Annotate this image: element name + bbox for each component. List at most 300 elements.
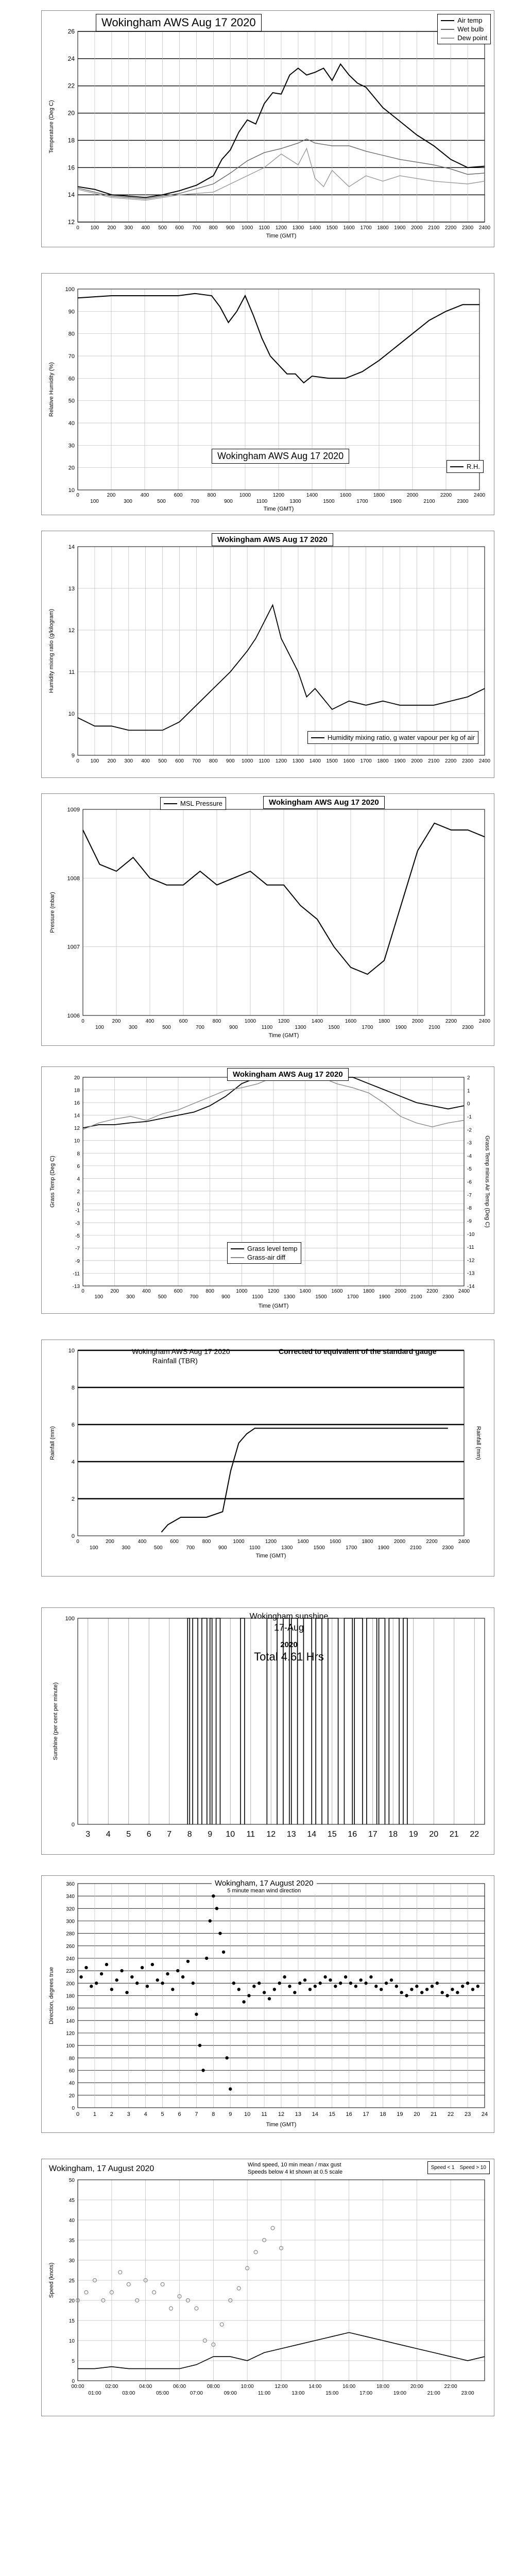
wdir-ytick-label: 180 [66, 1993, 75, 1999]
wspd-ytick-label: 5 [72, 2359, 75, 2364]
rain-ytick-label: 10 [68, 1348, 75, 1354]
wdir-xtick-label: 0 [76, 2111, 80, 2117]
pressure-xtick-label: 400 [145, 1019, 154, 1024]
sun-xtick-label: 3 [85, 1830, 91, 1839]
grass-xtick-label: 700 [190, 1294, 199, 1300]
wdir-ytick-label: 20 [68, 2093, 75, 2099]
sun-xtick-label: 18 [388, 1830, 398, 1839]
pressure-ytick-label: 1009 [67, 807, 80, 813]
sun-xtick-label: 5 [126, 1830, 131, 1839]
sunshine-title-block [212, 1612, 366, 1664]
legend-dew-point: Dew point [457, 34, 487, 42]
wspd-ytick-label: 15 [68, 2318, 75, 2324]
pressure-xtick-label: 1200 [278, 1019, 290, 1024]
wind-direction-chart-subtitle: 5 minute mean wind direction [227, 1888, 301, 1894]
grass-ylabel-right: Grass Temp minus Air Temp (Deg C) [484, 1136, 490, 1228]
temp-xtick-label: 2400 [478, 225, 491, 231]
temp-ylabel: Temperature (Deg C) [48, 100, 55, 154]
wdir-ytick-label: 100 [66, 2043, 75, 2049]
wdir-ytick-label: 220 [66, 1969, 75, 1975]
grass-xtick-label: 1600 [331, 1289, 343, 1294]
grass-xtick-label: 1300 [283, 1294, 295, 1300]
wind-direction-point [268, 1997, 271, 2000]
wdir-xtick-label: 3 [127, 2111, 130, 2117]
wdir-ytick-label: 140 [66, 2018, 75, 2024]
wind-direction-point [380, 1988, 383, 1991]
pressure-xtick-label: 1000 [244, 1019, 256, 1024]
wind-direction-point [390, 1978, 393, 1981]
pressure-xtick-label: 2300 [462, 1025, 474, 1030]
wdir-ytick-label: 60 [68, 2068, 75, 2074]
wdir-ytick-label: 40 [68, 2080, 75, 2087]
mixing-xtick-label: 2200 [445, 758, 457, 764]
wind-direction-point [198, 2044, 201, 2047]
wind-direction-point [476, 1985, 479, 1988]
sun-ylabel: Sunshine (per cent per minute) [53, 1682, 59, 1760]
wspd-xtick-label: 13:00 [291, 2391, 305, 2396]
wind-direction-point [466, 1981, 469, 1985]
wind-direction-point [218, 1931, 221, 1935]
temp-xtick-label: 1100 [259, 225, 270, 231]
wdir-xlabel: Time (GMT) [266, 2122, 297, 2128]
grass-xtick-label: 100 [94, 1294, 104, 1300]
grass-xtick-label: 500 [158, 1294, 167, 1300]
rain-series-line [162, 1428, 448, 1532]
wind-direction-point [146, 1985, 149, 1988]
grass-ytick-label: 20 [74, 1075, 80, 1081]
grass-ytick-right-label: -7 [467, 1192, 472, 1198]
grass-xtick-label: 2400 [458, 1289, 470, 1294]
rain-xtick-label: 2200 [426, 1539, 438, 1545]
wind-direction-point [84, 1966, 88, 1969]
grass-ytick-right-label: -4 [467, 1153, 472, 1159]
wind-direction-point [288, 1985, 291, 1988]
wind-gust-point [195, 2307, 198, 2310]
wind-direction-point [166, 1972, 169, 1975]
grass-ytick-right-label: -2 [467, 1127, 472, 1133]
wind-speed-chart-subtitle2: Speeds below 4 kt shown at 0.5 scale [248, 2169, 343, 2175]
legend-speed-low: Speed < 1 [431, 2165, 455, 2171]
mixing-xtick-label: 1500 [326, 758, 338, 764]
wdir-ylabel: Direction, degrees true [48, 1967, 55, 2025]
temp-ytick-label: 12 [67, 218, 75, 226]
wspd-xtick-label: 06:00 [173, 2384, 186, 2389]
grass-xtick-label: 2100 [410, 1294, 422, 1300]
wind-direction-point [323, 1975, 327, 1978]
rain-ytick-label: 8 [71, 1385, 75, 1391]
rainfall-chart-panel [41, 1340, 494, 1577]
wspd-xtick-label: 02:00 [105, 2384, 118, 2389]
wind-direction-point [79, 1975, 82, 1978]
pressure-xtick-label: 800 [212, 1019, 221, 1024]
rain-xtick-label: 1000 [233, 1539, 245, 1545]
grass-ytick-right-label: -5 [467, 1166, 472, 1173]
sun-xtick-label: 12 [266, 1830, 276, 1839]
pressure-xtick-label: 1700 [362, 1025, 373, 1030]
rain-ylabel-right: Rainfall (mm) [475, 1426, 482, 1460]
plot-frame [78, 1350, 464, 1536]
sun-xtick-label: 20 [429, 1830, 439, 1839]
sun-xtick-label: 14 [307, 1830, 317, 1839]
temp-xtick-label: 100 [90, 225, 99, 231]
wind-direction-point [298, 1981, 301, 1985]
sunshine-chart-title: Wokingham sunshine [249, 1612, 329, 1621]
wspd-xtick-label: 22:00 [444, 2384, 457, 2389]
pressure-ylabel: Pressure (mbar) [49, 892, 56, 933]
wspd-ytick-label: 0 [72, 2379, 75, 2384]
wind-direction-point [339, 1981, 342, 1985]
grass-ytick-label: 6 [77, 1163, 80, 1170]
rh-xtick-label: 800 [207, 493, 216, 498]
mixing-xtick-label: 200 [107, 758, 116, 764]
pressure-ytick-label: 1008 [67, 875, 80, 882]
wind-direction-point [293, 1991, 296, 1994]
rain-xtick-label: 600 [170, 1539, 179, 1545]
temp-ytick-label: 20 [67, 109, 75, 117]
wind-direction-point [400, 1991, 403, 1994]
grass-xtick-label: 2200 [426, 1289, 438, 1294]
wind-direction-point [181, 1975, 184, 1978]
grass-xtick-label: 300 [126, 1294, 135, 1300]
pressure-xtick-label: 700 [196, 1025, 204, 1030]
mixing-ratio-chart-title: Wokingham AWS Aug 17 2020 [212, 533, 333, 546]
rh-xtick-label: 1400 [306, 493, 318, 498]
grass-ytick-right-label: -13 [467, 1270, 475, 1277]
mixing-xtick-label: 900 [226, 758, 235, 764]
wspd-ytick-label: 20 [68, 2298, 75, 2304]
wspd-xtick-label: 15:00 [325, 2391, 339, 2396]
sun-xtick-label: 11 [246, 1830, 255, 1839]
sun-ytick-label: 100 [65, 1616, 75, 1622]
rh-ytick-label: 20 [68, 465, 75, 471]
wdir-xtick-label: 10 [244, 2111, 251, 2117]
temp-ytick-label: 18 [67, 137, 75, 144]
wind-gust-point [161, 2282, 164, 2286]
sun-xtick-label: 19 [408, 1830, 418, 1839]
wind-gust-point [237, 2286, 241, 2290]
wind-direction-point [283, 1975, 286, 1978]
mixing-xtick-label: 1400 [309, 758, 321, 764]
wind-direction-point [195, 2013, 198, 2016]
temp-xtick-label: 1200 [275, 225, 287, 231]
rh-xtick-label: 300 [124, 499, 132, 504]
rainfall-chart-subtitle: Rainfall (TBR) [152, 1357, 198, 1365]
mixing-xtick-label: 1600 [343, 758, 355, 764]
mixing-xtick-label: 2400 [478, 758, 491, 764]
rain-xtick-label: 1500 [313, 1545, 325, 1551]
grass-ytick-right-label: -12 [467, 1258, 475, 1264]
rh-ytick-label: 40 [68, 420, 75, 427]
rainfall-correction-note: Corrected to equivalent of the standard gauge [279, 1347, 437, 1355]
grass-ytick-label: 10 [74, 1138, 80, 1144]
rain-xtick-label: 900 [218, 1545, 227, 1551]
grass-ytick-label: -3 [75, 1221, 80, 1227]
temp-xtick-label: 2200 [445, 225, 457, 231]
wind-direction-point [105, 1963, 108, 1966]
grass-xtick-label: 1200 [267, 1289, 280, 1294]
wdir-ytick-label: 340 [66, 1894, 75, 1900]
sun-xtick-label: 8 [187, 1830, 192, 1839]
mixing-ytick-label: 12 [68, 628, 75, 634]
wind-direction-point [215, 1907, 218, 1910]
wind-direction-point [171, 1988, 174, 1991]
grass-ytick-label: -7 [75, 1246, 80, 1252]
rain-xtick-label: 700 [186, 1545, 195, 1551]
humidity-chart-title: Wokingham AWS Aug 17 2020 [212, 449, 349, 464]
legend-mixing-ratio: Humidity mixing ratio, g water vapour per kg of air [327, 734, 475, 741]
grass-xtick-label: 800 [205, 1289, 215, 1294]
grass-xtick-label: 1100 [252, 1294, 263, 1300]
mixing-ratio-legend [307, 731, 478, 744]
pressure-chart [42, 794, 494, 1045]
rh-ytick-label: 70 [68, 353, 75, 360]
wdir-xtick-label: 19 [397, 2111, 403, 2117]
sunshine-chart-panel [41, 1607, 494, 1855]
wspd-xtick-label: 09:00 [224, 2391, 237, 2396]
wind-direction-point [205, 1957, 208, 1960]
grass-xtick-label: 0 [81, 1289, 84, 1294]
wdir-ytick-label: 200 [66, 1981, 75, 1987]
wind-direction-point [461, 1985, 464, 1988]
grass-ytick-label: 2 [77, 1189, 80, 1195]
wdir-xtick-label: 20 [414, 2111, 420, 2117]
wind-direction-point [242, 2000, 245, 2003]
mixing-xtick-label: 1200 [275, 758, 287, 764]
temp-xtick-label: 800 [209, 225, 218, 231]
wind-direction-point [156, 1978, 159, 1981]
mixing-ratio-chart-panel [41, 531, 494, 778]
pressure-xtick-label: 900 [229, 1025, 238, 1030]
temp-xtick-label: 1600 [343, 225, 355, 231]
mixing-xtick-label: 700 [192, 758, 201, 764]
wind-direction-point [415, 1985, 418, 1988]
grass-ytick-right-label: -6 [467, 1179, 472, 1185]
wspd-ytick-label: 50 [68, 2178, 75, 2183]
wspd-xtick-label: 11:00 [258, 2391, 271, 2396]
rh-xlabel: Time (GMT) [263, 506, 294, 512]
wind-direction-point [130, 1975, 133, 1978]
temp-ytick-label: 26 [67, 28, 75, 35]
wdir-xtick-label: 5 [161, 2111, 164, 2117]
wdir-xtick-label: 8 [212, 2111, 215, 2117]
temp-xtick-label: 700 [192, 225, 201, 231]
wind-direction-chart-title: Wokingham, 17 August 2020 [215, 1879, 314, 1888]
wind-direction-chart [42, 1876, 494, 2132]
wind-direction-point [120, 1969, 123, 1972]
wdir-xtick-label: 12 [278, 2111, 285, 2117]
mixing-xtick-label: 0 [76, 758, 79, 764]
wind-speed-chart [42, 2159, 494, 2416]
pressure-xtick-label: 1100 [261, 1025, 273, 1030]
grass-xtick-label: 2000 [394, 1289, 406, 1294]
pressure-xtick-label: 1400 [311, 1019, 323, 1024]
grass-xtick-label: 200 [110, 1289, 119, 1294]
sunshine-bar [202, 1618, 207, 1824]
rh-ytick-label: 90 [68, 309, 75, 315]
temp-xtick-label: 200 [107, 225, 116, 231]
grass-temp-chart [42, 1067, 494, 1313]
wspd-xtick-label: 08:00 [207, 2384, 220, 2389]
sun-xtick-label: 22 [470, 1830, 479, 1839]
temp-ytick-label: 22 [67, 82, 75, 90]
wind-direction-point [314, 1985, 317, 1988]
grass-ytick-label: 4 [77, 1176, 80, 1182]
wspd-xtick-label: 10:00 [241, 2384, 254, 2389]
grass-xtick-label: 1500 [315, 1294, 327, 1300]
wind-direction-point [349, 1981, 352, 1985]
rh-xtick-label: 600 [174, 493, 183, 498]
wspd-xtick-label: 01:00 [88, 2391, 101, 2396]
mixing-xtick-label: 1300 [292, 758, 304, 764]
wind-direction-point [385, 1981, 388, 1985]
pressure-xtick-label: 300 [129, 1025, 138, 1030]
wdir-xtick-label: 22 [448, 2111, 454, 2117]
temp-xtick-label: 1400 [309, 225, 321, 231]
wind-direction-point [278, 1981, 281, 1985]
wspd-xtick-label: 17:00 [359, 2391, 373, 2396]
wind-direction-point [273, 1988, 276, 1991]
wspd-xtick-label: 20:00 [410, 2384, 423, 2389]
wspd-ytick-label: 25 [68, 2278, 75, 2284]
wind-direction-point [451, 1988, 454, 1991]
sun-ytick-label: 0 [71, 1822, 75, 1828]
wspd-xtick-label: 05:00 [156, 2391, 169, 2396]
pressure-xtick-label: 500 [162, 1025, 171, 1030]
legend-msl-pressure: MSL Pressure [180, 800, 222, 807]
wind-speed-chart-subtitle: Wind speed, 10 min mean / max gust [248, 2162, 341, 2168]
wind-direction-point [110, 1988, 113, 1991]
sun-xtick-label: 7 [167, 1830, 172, 1839]
rh-xtick-label: 400 [140, 493, 149, 498]
wind-direction-point [222, 1951, 225, 1954]
sunshine-bar [389, 1618, 399, 1824]
wspd-xtick-label: 07:00 [190, 2391, 203, 2396]
grass-xtick-label: 1800 [363, 1289, 375, 1294]
pressure-ytick-label: 1007 [67, 944, 80, 951]
wdir-xtick-label: 23 [464, 2111, 471, 2117]
wind-direction-point [441, 1991, 444, 1994]
rh-xtick-label: 0 [76, 493, 79, 498]
wind-direction-chart-panel [41, 1875, 494, 2133]
wdir-xtick-label: 11 [261, 2111, 267, 2117]
wind-direction-point [431, 1985, 434, 1988]
wdir-xtick-label: 21 [431, 2111, 437, 2117]
grass-xlabel: Time (GMT) [258, 1303, 289, 1309]
temp-ytick-label: 16 [67, 164, 75, 172]
rain-xlabel: Time (GMT) [255, 1553, 286, 1559]
wind-direction-point [258, 1981, 261, 1985]
wind-direction-point [212, 1894, 215, 1897]
grass-xtick-label: 1900 [379, 1294, 390, 1300]
wdir-ytick-label: 260 [66, 1943, 75, 1950]
grass-ytick-label: 8 [77, 1151, 80, 1157]
sunshine-bar [187, 1618, 190, 1824]
wind-gust-point [84, 2291, 88, 2294]
rain-ylabel: Rainfall (mm) [49, 1426, 56, 1460]
wind-direction-point [445, 1994, 449, 1997]
temp-xtick-label: 1500 [326, 225, 338, 231]
rainfall-chart [42, 1340, 494, 1576]
rain-ytick-label: 2 [71, 1496, 75, 1502]
humidity-legend [447, 460, 484, 473]
wdir-xtick-label: 13 [295, 2111, 302, 2117]
temp-xtick-label: 1900 [394, 225, 406, 231]
wind-direction-point [115, 1978, 118, 1981]
legend-air-temp: Air temp [457, 16, 483, 24]
pressure-legend [160, 797, 226, 810]
wdir-xtick-label: 2 [110, 2111, 113, 2117]
pressure-xtick-label: 2000 [411, 1019, 424, 1024]
wdir-ytick-label: 280 [66, 1931, 75, 1937]
wdir-xtick-label: 14 [312, 2111, 318, 2117]
rain-xtick-label: 2400 [458, 1539, 470, 1545]
sunshine-total: Total 4.61 Hrs [254, 1650, 324, 1663]
mixing-ytick-label: 14 [68, 544, 75, 550]
mixing-ytick-label: 10 [68, 711, 75, 717]
wspd-ytick-label: 45 [68, 2198, 75, 2204]
rain-xtick-label: 1900 [377, 1545, 389, 1551]
rain-xtick-label: 100 [89, 1545, 98, 1551]
wdir-xtick-label: 24 [481, 2111, 488, 2117]
mixing-ytick-label: 11 [68, 669, 75, 675]
wind-speed-chart-panel [41, 2159, 494, 2416]
rh-xtick-label: 500 [157, 499, 166, 504]
grass-ytick-label: 12 [74, 1126, 80, 1132]
temp-xtick-label: 300 [124, 225, 133, 231]
grass-xtick-label: 600 [174, 1289, 183, 1294]
wspd-xtick-label: 23:00 [461, 2391, 474, 2396]
rh-xtick-label: 2000 [406, 493, 419, 498]
wdir-ytick-label: 120 [66, 2031, 75, 2037]
wind-direction-point [151, 1963, 154, 1966]
wdir-ytick-label: 240 [66, 1956, 75, 1962]
wind-direction-point [95, 1981, 98, 1985]
grass-ytick-label: -1 [75, 1208, 80, 1214]
pressure-xtick-label: 1800 [378, 1019, 390, 1024]
mixing-ytick-label: 9 [71, 753, 75, 759]
wdir-ytick-label: 360 [66, 1882, 75, 1887]
grass-ytick-right-label: 0 [467, 1101, 470, 1107]
grass-ytick-label: -9 [75, 1258, 80, 1264]
sunshine-bar [403, 1618, 407, 1824]
pressure-chart-title: Wokingham AWS Aug 17 2020 [263, 796, 385, 809]
wspd-ytick-label: 30 [68, 2258, 75, 2264]
wind-direction-point [410, 1988, 413, 1991]
rh-xtick-label: 1500 [323, 499, 335, 504]
mixing-xtick-label: 1700 [360, 758, 372, 764]
wind-gust-point [220, 2323, 224, 2326]
pressure-xtick-label: 1500 [328, 1025, 340, 1030]
wspd-xtick-label: 21:00 [427, 2391, 440, 2396]
wind-direction-point [374, 1985, 377, 1988]
mixing-xtick-label: 1100 [259, 758, 270, 764]
grass-ytick-label: -13 [72, 1284, 80, 1290]
mixing-xtick-label: 500 [158, 758, 167, 764]
temp-xtick-label: 600 [175, 225, 184, 231]
sun-xtick-label: 17 [368, 1830, 377, 1839]
wind-direction-point [161, 1981, 164, 1985]
rain-xtick-label: 2000 [393, 1539, 406, 1545]
grass-ytick-label: 14 [74, 1113, 80, 1119]
wind-direction-point [405, 1994, 408, 1997]
rh-xtick-label: 1300 [289, 499, 301, 504]
rain-xtick-label: 1200 [265, 1539, 277, 1545]
wdir-xtick-label: 7 [195, 2111, 198, 2117]
mixing-xtick-label: 2300 [461, 758, 474, 764]
rain-xtick-label: 500 [153, 1545, 163, 1551]
rh-xtick-label: 2300 [457, 499, 469, 504]
rh-ytick-label: 80 [68, 331, 75, 337]
